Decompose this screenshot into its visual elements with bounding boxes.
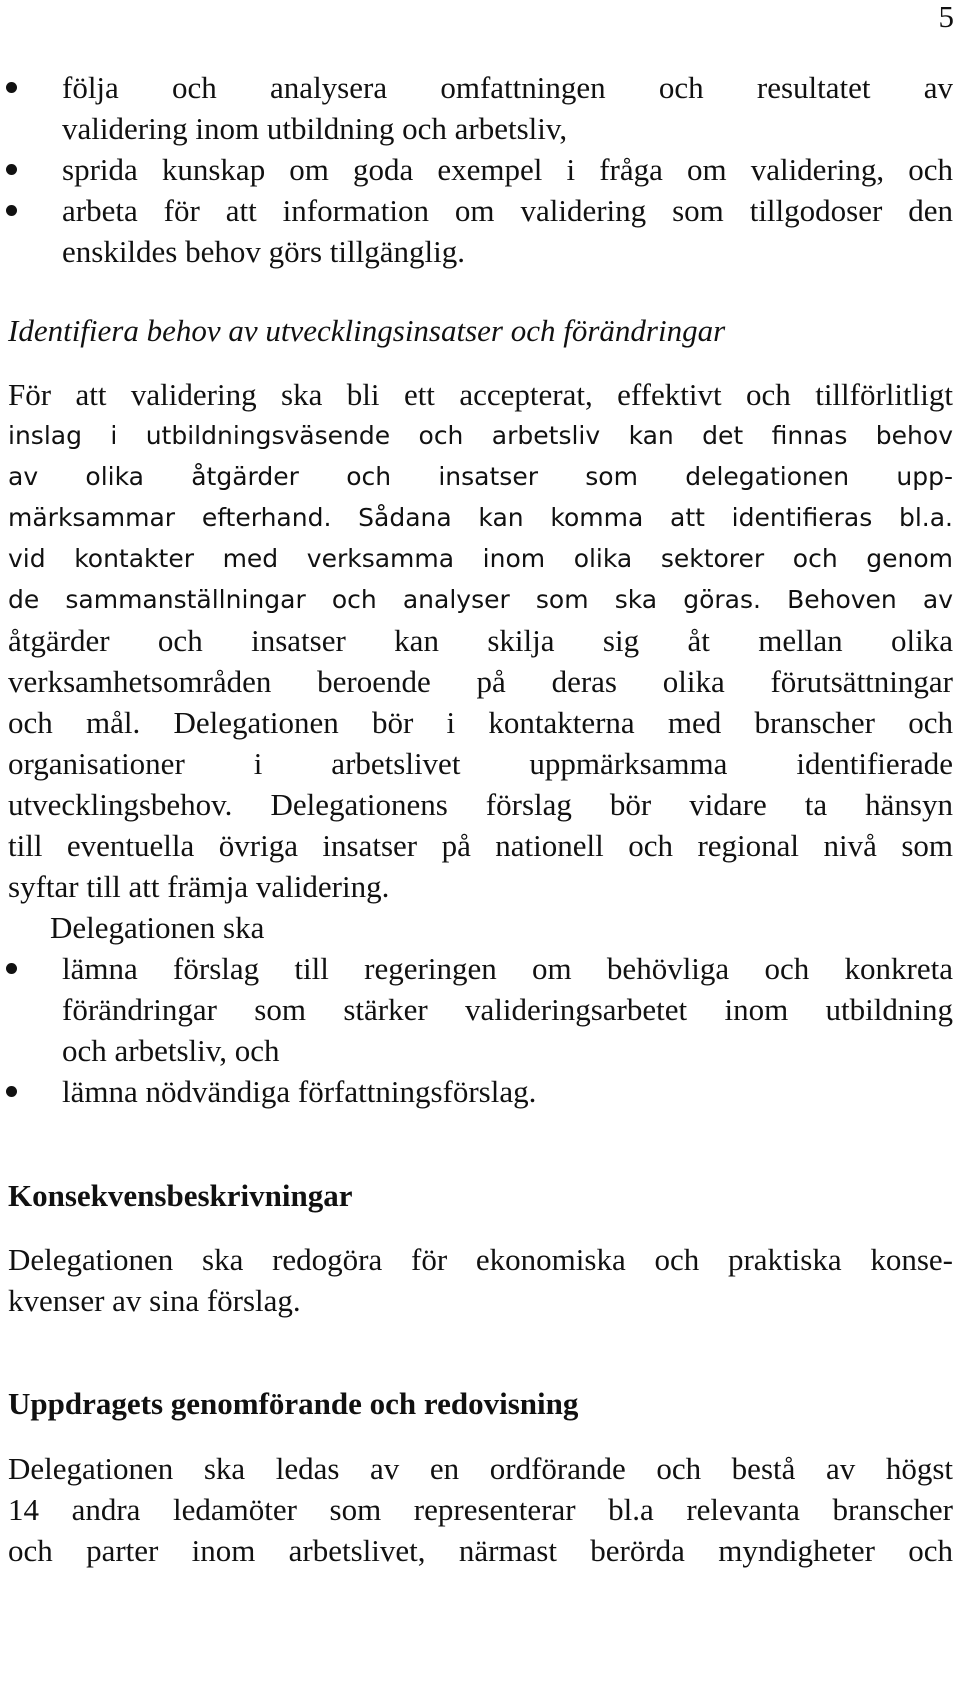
bullet-icon bbox=[6, 164, 17, 175]
bullet-line: validering inom utbildning och arbetsliv, bbox=[62, 111, 568, 146]
paragraph-line: Delegationen ska redogöra för ekonomiska och praktiska konse- bbox=[8, 1242, 953, 1277]
section-subheading: Identifiera behov av utvecklingsinsatser och förändringar bbox=[8, 313, 726, 348]
paragraph-line: de sammanställningar och analyser som ska göras. Behoven av bbox=[8, 585, 953, 614]
bullet-line: och arbetsliv, och bbox=[62, 1033, 280, 1068]
section-heading-uppdrag: Uppdragets genomförande och redovisning bbox=[8, 1386, 579, 1421]
bullet-icon bbox=[6, 1086, 17, 1097]
page-number: 5 bbox=[938, 0, 954, 34]
bullet-line: följa och analysera omfattningen och resultatet av bbox=[62, 70, 953, 105]
bullet-line: förändringar som stärker valideringsarbetet inom utbildning bbox=[62, 992, 953, 1027]
bullet-icon bbox=[6, 205, 17, 216]
paragraph-line: 14 andra ledamöter som representerar bl.a relevanta branscher bbox=[8, 1492, 953, 1527]
bullet-line: lämna nödvändiga författningsförslag. bbox=[62, 1074, 537, 1109]
paragraph-line: åtgärder och insatser kan skilja sig åt mellan olika bbox=[8, 623, 953, 658]
paragraph-line: och parter inom arbetslivet, närmast berörda myndigheter och bbox=[8, 1533, 953, 1568]
bullet-line: enskildes behov görs tillgänglig. bbox=[62, 234, 465, 269]
bullet-icon bbox=[6, 82, 17, 93]
paragraph-line: organisationer i arbetslivet uppmärksamma identifierade bbox=[8, 746, 953, 781]
bullet-line: sprida kunskap om goda exempel i fråga om validering, och bbox=[62, 152, 953, 187]
paragraph-line: syftar till att främja validering. bbox=[8, 869, 390, 904]
bullet-line: lämna förslag till regeringen om behövliga och konkreta bbox=[62, 951, 953, 986]
section-heading-konsekvens: Konsekvensbeskrivningar bbox=[8, 1178, 353, 1213]
paragraph-line: Delegationen ska ledas av en ordförande och bestå av högst bbox=[8, 1451, 953, 1486]
paragraph-line: till eventuella övriga insatser på nationell och regional nivå som bbox=[8, 828, 953, 863]
paragraph-line: verksamhetsområden beroende på deras olika förutsättningar bbox=[8, 664, 953, 699]
paragraph-line: kvenser av sina förslag. bbox=[8, 1283, 301, 1318]
paragraph-line: och mål. Delegationen bör i kontakterna med branscher och bbox=[8, 705, 953, 740]
paragraph-line: inslag i utbildningsväsende och arbetsliv kan det finnas behov bbox=[8, 421, 953, 450]
paragraph-line: För att validering ska bli ett accepterat, effektivt och tillförlitligt bbox=[8, 377, 953, 412]
paragraph-line: utvecklingsbehov. Delegationens förslag bör vidare ta hänsyn bbox=[8, 787, 953, 822]
paragraph-line: vid kontakter med verksamma inom olika sektorer och genom bbox=[8, 544, 953, 573]
paragraph-line: märksammar efterhand. Sådana kan komma att identifieras bl.a. bbox=[8, 503, 953, 532]
bullet-icon bbox=[6, 963, 17, 974]
delegation-intro: Delegationen ska bbox=[50, 910, 265, 945]
paragraph-line: av olika åtgärder och insatser som delegationen upp- bbox=[8, 462, 953, 491]
bullet-line: arbeta för att information om validering som tillgodoser den bbox=[62, 193, 953, 228]
